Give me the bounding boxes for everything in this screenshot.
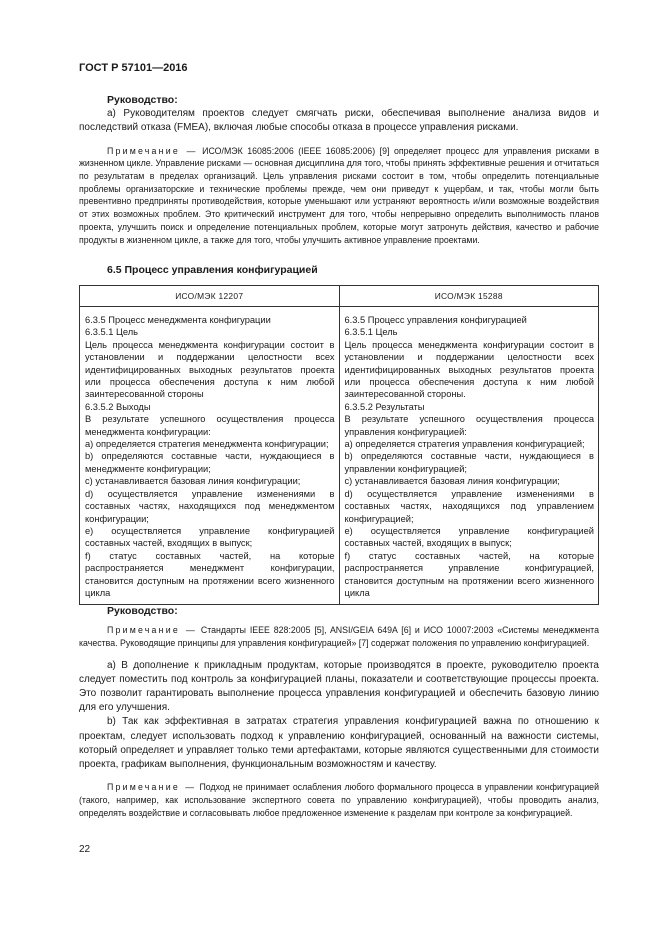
guidance-block: [79, 604, 599, 819]
note-label: Примечание —: [107, 145, 198, 156]
cell-line: c) устанавливается базовая линия конфигурации;: [344, 476, 560, 487]
guidance-paragraph-b: b) Так как эффективная в затратах стратегия управления конфигурацией важна по отношению к проектам, следует использовать подход к управлению конфигурацией, основанный на важности системы, который определяет и управляет только теми артефактами, которые являются существенными для стоимости проекта, графикам выполнения, функциональным возможностям и качеству.: [79, 716, 599, 771]
cell-line: f) статус составных частей, на которые распространяется менеджмент конфигурации, становится доступным на протяжении всего жизненного цикла: [85, 550, 335, 598]
document-code: ГОСТ Р 57101—2016: [79, 62, 188, 74]
risk-note: [79, 145, 599, 247]
cell-line: d) осуществляется управление изменениями в составных частях, находящихся под управлением конфигурацией;: [344, 488, 594, 524]
guidance-paragraph-a: a) Руководителям проектов следует смягчать риски, обеспечивая выполнение анализа видов и последствий отказа (FMEA), включая любые способы отказа в процессе управления рисками.: [79, 108, 599, 134]
cell-line: f) статус составных частей, на которые распространяется управление конфигурацией, становится доступным на протяжении всего жизненного цикла: [344, 550, 594, 598]
table-cell-left: [80, 307, 340, 605]
section-title: 6.5 Процесс управления конфигурацией: [107, 264, 318, 276]
cell-line: b) определяются составные части, нуждающиеся в управлении конфигурацией;: [344, 451, 594, 474]
guidance-heading: Руководство:: [107, 94, 178, 106]
cell-line: e) осуществляется управление конфигурацией составных частей, входящих в выпуск;: [344, 525, 594, 549]
comparison-table: [79, 285, 599, 605]
table-header-left: ИСО/МЭК 12207: [80, 286, 340, 307]
cell-line: 6.3.5.2 Выходы: [85, 401, 151, 412]
cell-line: 6.3.5.1 Цель: [344, 327, 398, 338]
cell-line: 6.3.5 Процесс управления конфигурацией: [344, 315, 527, 325]
note-text: ИСО/МЭК 16085:2006 (IEEE 16085:2006) [9] определяет процесс для управления рисками в жизненном цикле. Управление рисками — основная дисциплина для того, чтобы принять эффективные решения и отчитаться по результатам в пределах организаций. Цель управления рисками состоит в том, чтобы определить потенциальные проблемы организаторские и технические проблемы прежде, чем они приведут к ущербам, и так, чтобы могли быть превентивно предприняты противодействия, которые уменьшают или устраняют вероятность и/или возможные воздействия от этих возможных проблем. Это критический инструмент для того, чтобы непрерывно определить выполнимость планов проекта, улучшить поиск и определение потенциальных проблем, которые могут затронуть действия, качество и рабочие продукты в жизненном цикле, а также для того, чтобы улучшить активное управление проектами.: [79, 145, 600, 245]
cell-line: В результате успешного осуществления процесса менеджмента конфигурации:: [85, 414, 335, 437]
guidance-paragraph-a2: a) В дополнение к прикладным продуктам, которые производятся в проекте, руководителю проекта следует поместить под контроль за конфигурацией планы, показатели и соответствующие процессы проекта. Это позволит гарантировать выполнение процесса управления конфигурацией и обеспечить базовую линию для его улучшения.: [79, 659, 599, 714]
intro-block: [79, 93, 599, 246]
note-label: Примечание —: [107, 625, 197, 636]
note-text: Подход не принимает ослабления любого формального процесса в управлении конфигурацией (такого, например, как использование экспертного совета по управлению конфигурацией), чтобы проводить анализ, определять воздействие и согласовывать любое предложенное изменение к разделам при контроле за конфигурацией.: [79, 782, 599, 818]
table-header-right: ИСО/МЭК 15288: [339, 286, 599, 307]
cell-line: a) определяется стратегия управления конфигурацией;: [344, 439, 585, 450]
standards-note: [79, 624, 599, 649]
cell-line: В результате успешного осуществления процесса управления конфигурацией:: [344, 414, 594, 437]
cell-line: Цель процесса менеджмента конфигурации состоит в установлении и поддержании целостности всех идентифицированных выходных результатов проекта или процесса обеспечения доступа к ним любой заинтересованной стороны: [85, 339, 335, 400]
cell-line: 6.3.5.2 Результаты: [344, 401, 425, 412]
cell-line: c) устанавливается базовая линия конфигурации;: [85, 476, 301, 487]
cell-line: b) определяются составные части, нуждающиеся в менеджменте конфигурации;: [85, 451, 335, 474]
table-cell-right: [339, 307, 599, 605]
approach-note: [79, 781, 599, 819]
cell-line: a) определяется стратегия менеджмента конфигурации;: [85, 439, 329, 450]
page-number: 22: [79, 844, 91, 855]
cell-line: 6.3.5 Процесс менеджмента конфигурации: [85, 315, 271, 325]
guidance-heading-2: Руководство:: [107, 605, 178, 617]
cell-line: d) осуществляется управление изменениями в составных частях, находящихся под менеджментом конфигурации;: [85, 488, 335, 524]
note-label: Примечание —: [107, 782, 197, 793]
cell-line: Цель процесса менеджмента конфигурации состоит в установлении и поддержании целостности всех идентифицированных выходных результатов проекта или процесса обеспечения доступа к ним любой заинтересованной стороны.: [344, 339, 594, 400]
cell-line: e) осуществляется управление конфигурацией составных частей, входящих в выпуск;: [85, 525, 335, 549]
note-text: Стандарты IEEE 828:2005 [5], ANSI/GEIA 649A [6] и ИСО 10007:2003 «Системы менеджмента качества. Руководящие принципы для управления конфигурацией» [7] содержат положения по управлению конфигурацией.: [79, 625, 599, 648]
cell-line: 6.3.5.1 Цель: [85, 327, 139, 338]
